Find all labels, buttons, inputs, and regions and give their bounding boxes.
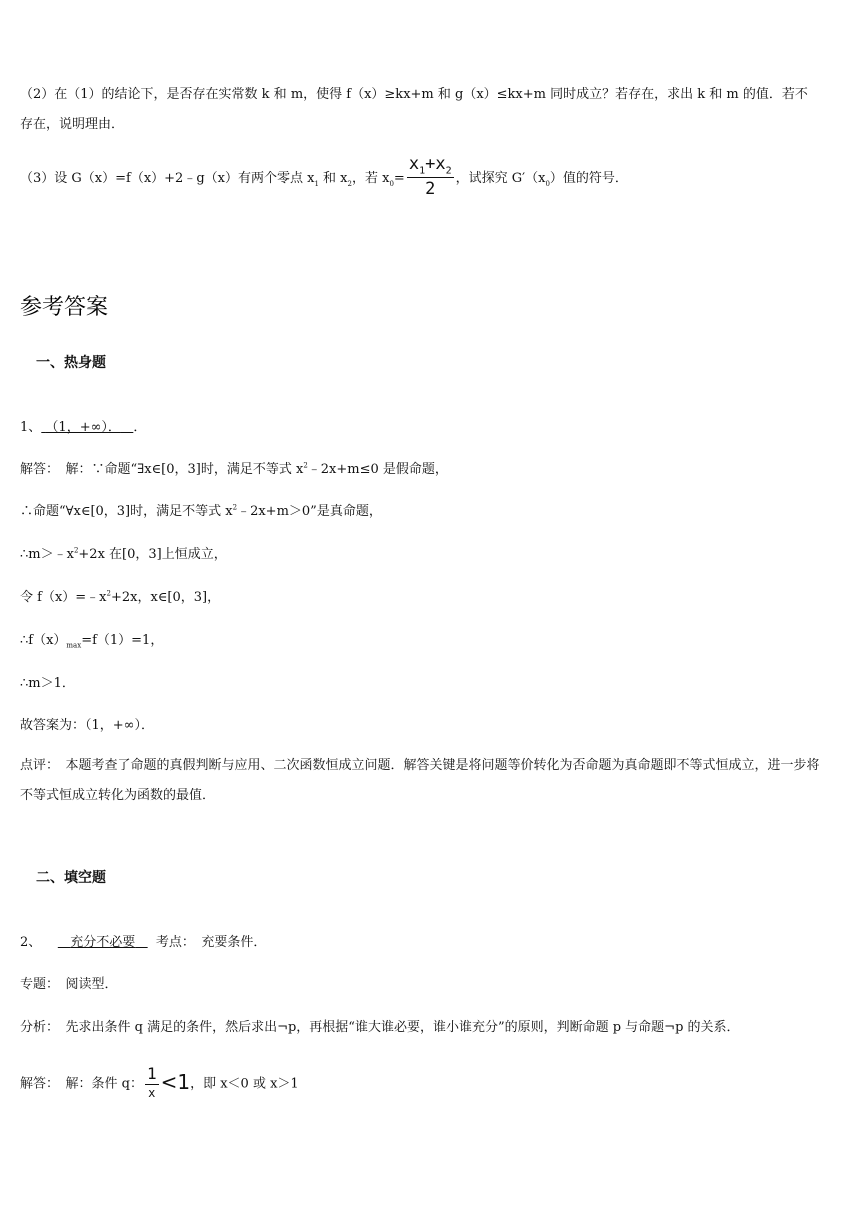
line-5-sub: max [66, 641, 82, 650]
question-3 [20, 154, 820, 200]
line-3-sup: 2 [73, 546, 79, 555]
num-sub-2: 2 [445, 165, 452, 177]
section-2-title: 二、填空题 [36, 870, 106, 886]
answer-1-line-4 [20, 586, 820, 605]
answer-1-number: 1、 [20, 420, 42, 435]
line-2-sup: 2 [232, 503, 238, 512]
question-2 [20, 80, 820, 140]
line-5-post: =f（1）=1， [81, 633, 164, 648]
answer-2-jieda [20, 1064, 820, 1100]
fraction-1-numerator: 1 [146, 1064, 157, 1083]
answer-2-kaodian: 考点： 充要条件． [155, 935, 267, 950]
line-4-pre: 令 f（x）=﹣x [20, 590, 107, 605]
num-plus-x: +x [425, 154, 446, 174]
answer-2-value [58, 935, 148, 950]
answer-1-tail: ． [133, 420, 147, 435]
fraction-denominator: 2 [425, 179, 436, 200]
line-4-post: +2x，x∈[0，3]， [110, 590, 221, 605]
answer-1-line-3 [20, 543, 820, 562]
answer-2-number: 2、 [20, 935, 42, 950]
line-3-post: +2x 在[0，3]上恒成立， [78, 547, 227, 562]
question-2-text: （2）在（1）的结论下，是否存在实常数 k 和 m，使得 f（x）≥kx+m 和 g（x）≤kx+m 同时成立？若存在，求出 k 和 m 的值．若不存在，说明理由． [20, 87, 808, 132]
line-1-sup: 2 [303, 461, 308, 470]
q3-text-mid: 和 x [318, 171, 348, 187]
q3-sub-0b: 0 [545, 179, 550, 188]
q3-text-post2: ）值的符号． [549, 171, 628, 187]
answer-1-value [41, 420, 133, 435]
answer-1-line-7: 故答案为：（1，+∞）． [20, 718, 154, 733]
answer-2-fenxi: 分析： 先求出条件 q 满足的条件，然后求出¬p，再根据“谁大谁必要，谁小谁充分”的原则，判断命题 p 与命题¬p 的关系． [20, 1020, 740, 1035]
fraction-x-denominator: x [148, 1086, 156, 1100]
q3-eq: = [393, 171, 405, 187]
q3-sub-1: 1 [314, 179, 319, 188]
line-2-post: ﹣2x+m＞0”是真命题， [237, 504, 382, 519]
q3-text-post: ，试探究 G′（x [455, 171, 546, 187]
answer-1-line-1 [20, 458, 820, 477]
jieda-pre: 解答： 解：条件 q： [20, 1076, 143, 1092]
jieda-post: ，即 x＜0 或 x＞1 [190, 1076, 299, 1092]
line-5-pre: ∴f（x） [20, 633, 67, 648]
q3-sub-2: 2 [347, 179, 352, 188]
section-1-title: 一、热身题 [36, 355, 106, 371]
answer-2-text: 充分不必要 [70, 935, 136, 950]
answer-1-line-5 [20, 629, 820, 650]
answer-1-line-6: ∴m＞1． [20, 676, 75, 691]
answer-1-comment: 点评： 本题考查了命题的真假判断与应用、二次函数恒成立问题．解答关键是将问题等价转化为否命题为真命题即不等式恒成立，进一步将不等式恒成立转化为函数的最值． [20, 758, 820, 803]
q3-text-pre: （3）设 G（x）=f（x）+2﹣g（x）有两个零点 x [20, 171, 315, 187]
line-4-sup: 2 [106, 589, 111, 598]
fraction-numerator [407, 154, 454, 178]
q3-text-mid2: ，若 x [351, 171, 390, 187]
answer-2-zhuanti: 专题： 阅读型． [20, 977, 118, 992]
less-than-one: <1 [160, 1070, 191, 1094]
num-x1: x [408, 154, 420, 174]
fraction-x1-plus-x2-over-2 [407, 154, 454, 199]
fraction-1-over-x [145, 1064, 159, 1100]
num-sub-1: 1 [419, 165, 426, 177]
q3-sub-0: 0 [389, 179, 394, 188]
answer-1-line-2 [20, 500, 820, 519]
line-2-pre: ∴命题“∀x∈[0，3]时，满足不等式 x [20, 504, 233, 519]
answer-2 [20, 931, 820, 950]
line-1-pre: 解答： 解：∵命题“∃x∈[0，3]时，满足不等式 x [20, 462, 304, 477]
answers-title: 参考答案 [20, 295, 109, 320]
line-1-post: ﹣2x+m≤0 是假命题， [307, 462, 448, 477]
answer-1 [20, 416, 820, 435]
line-3-pre: ∴m＞﹣x [20, 547, 74, 562]
answer-1-text: （1，+∞）． [45, 420, 121, 435]
